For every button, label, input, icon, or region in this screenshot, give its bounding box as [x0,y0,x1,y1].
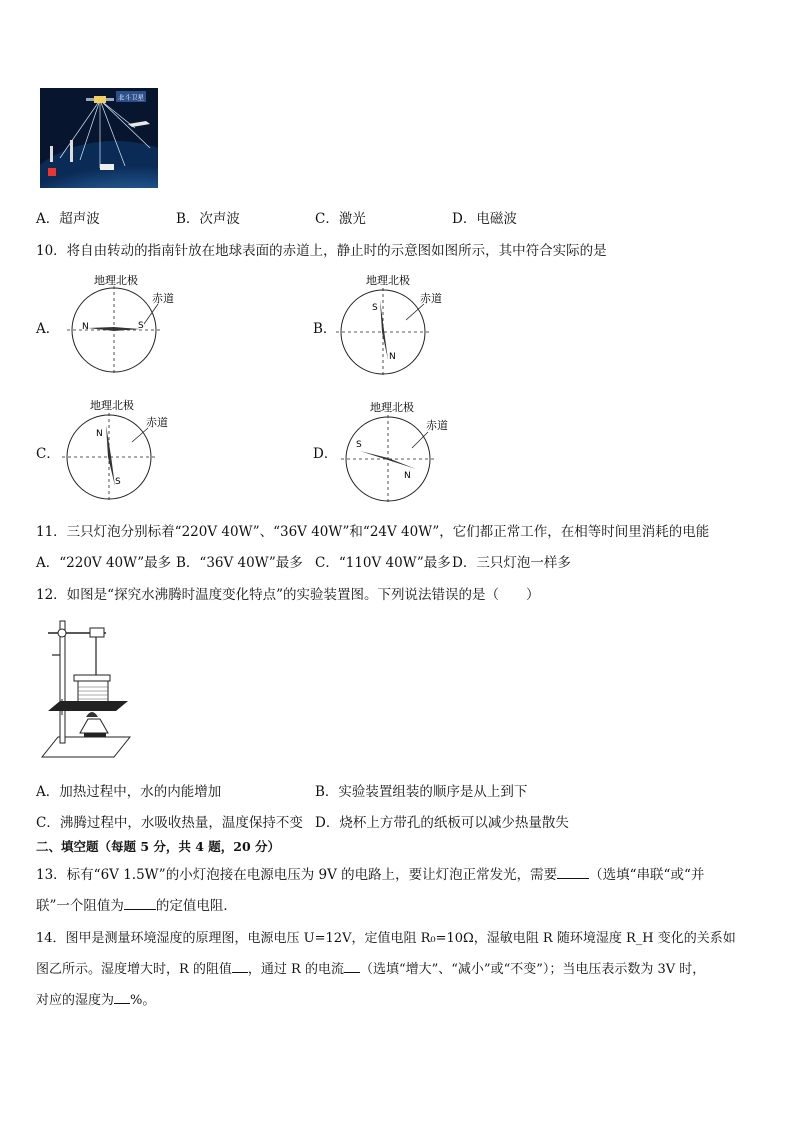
q14-line-1: 14．图甲是测量环境湿度的原理图，电源电压 U=12V，定值电阻 R₀=10Ω，湿敏电阻 R 随环境湿度 R_H 变化的关系如 [36,931,736,946]
q14-text-4: 对应的湿度为 [36,993,115,1008]
q10-letter-c: C． [36,446,60,462]
q13-blank-2[interactable] [124,897,156,910]
q14-blank-1[interactable] [232,960,248,973]
q14-line-2 [36,958,705,977]
q11-option-c: C．“110V 40W”最多 [315,555,451,571]
q10-letter-a: A． [36,321,60,337]
q13-text-4: 的定值电阻． [155,898,237,914]
needle-n-label: N [82,322,89,332]
q9-option-c: C．激光 [315,211,366,227]
q12-option-b: B．实验装置组装的顺序是从上到下 [315,784,528,800]
q12-option-c: C．沸腾过程中，水吸收热量，温度保持不变 [36,815,303,831]
needle-s-label: S [115,477,121,487]
compass-b [336,270,461,380]
q9-option-d: D．电磁波 [452,211,517,227]
q10-letter-b: B． [313,321,337,337]
needle-s-label: S [372,303,378,313]
north-label: 地理北极 [90,399,134,412]
q14-text-5: %。 [130,993,156,1008]
north-label: 地理北极 [366,274,410,287]
q11-option-a: A．“220V 40W”最多 [36,555,172,571]
q14-text-3: （选填“增大”、“减小”或“不变”）；当电压表示数为 3V 时， [359,962,706,977]
q11-stem: 11．三只灯泡分别标着“220V 40W”、“36V 40W”和“24V 40W”，它们都正常工作，在相等时间里消耗的电能 [36,524,710,540]
compass-c [62,396,187,506]
satellite-label: 北斗卫星 [118,93,144,102]
q12-option-d: D．烧杯上方带孔的纸板可以减少热量散失 [315,815,569,831]
q13-text-1: 13．标有“6V 1.5W”的小灯泡接在电源电压为 9V 的电路上，要让灯泡正常发光，需要 [36,867,558,883]
satellite-picture [40,88,158,188]
q11-option-b: B．“36V 40W”最多 [176,555,303,571]
q9-option-b: B．次声波 [176,211,240,227]
compass-a [64,270,189,380]
q11-option-d: D．三只灯泡一样多 [452,555,571,571]
equator-label: 赤道 [146,416,168,429]
q10-stem: 10．将自由转动的指南针放在地球表面的赤道上，静止时的示意图如图所示，其中符合实际的是 [36,243,607,259]
boiling-apparatus-figure [40,615,135,765]
north-label: 地理北极 [94,274,138,287]
needle-n-label: N [96,429,103,439]
q14-blank-2[interactable] [344,960,360,973]
needle-n-label: N [389,352,396,362]
equator-label: 赤道 [426,419,448,432]
q14-line-3 [36,989,155,1008]
q12-option-a: A．加热过程中，水的内能增加 [36,784,222,800]
q10-letter-d: D． [313,446,338,462]
section-heading: 二、填空题（每题 5 分，共 4 题，20 分） [36,839,281,854]
q9-option-a: A．超声波 [36,211,100,227]
needle-s-label: S [138,321,144,331]
q14-blank-3[interactable] [114,991,130,1004]
needle-n-label: N [404,471,411,481]
q13-line-2 [36,894,237,914]
q13-line-1 [36,863,704,883]
q14-text-1: 图乙所示。湿度增大时，R 的阻值 [36,962,232,977]
north-label: 地理北极 [370,401,414,414]
q13-text-2: （选填“串联“或“并 [589,867,705,883]
q13-blank-1[interactable] [557,866,589,879]
equator-label: 赤道 [152,292,174,305]
needle-s-label: S [356,440,362,450]
q12-stem: 12．如图是“探究水沸腾时温度变化特点”的实验装置图。下列说法错误的是（ ） [36,587,540,603]
q13-text-3: 联”一个阻值为 [36,898,124,914]
compass-d [340,396,465,506]
equator-label: 赤道 [420,292,442,305]
q14-text-2: ，通过 R 的电流 [247,962,344,977]
